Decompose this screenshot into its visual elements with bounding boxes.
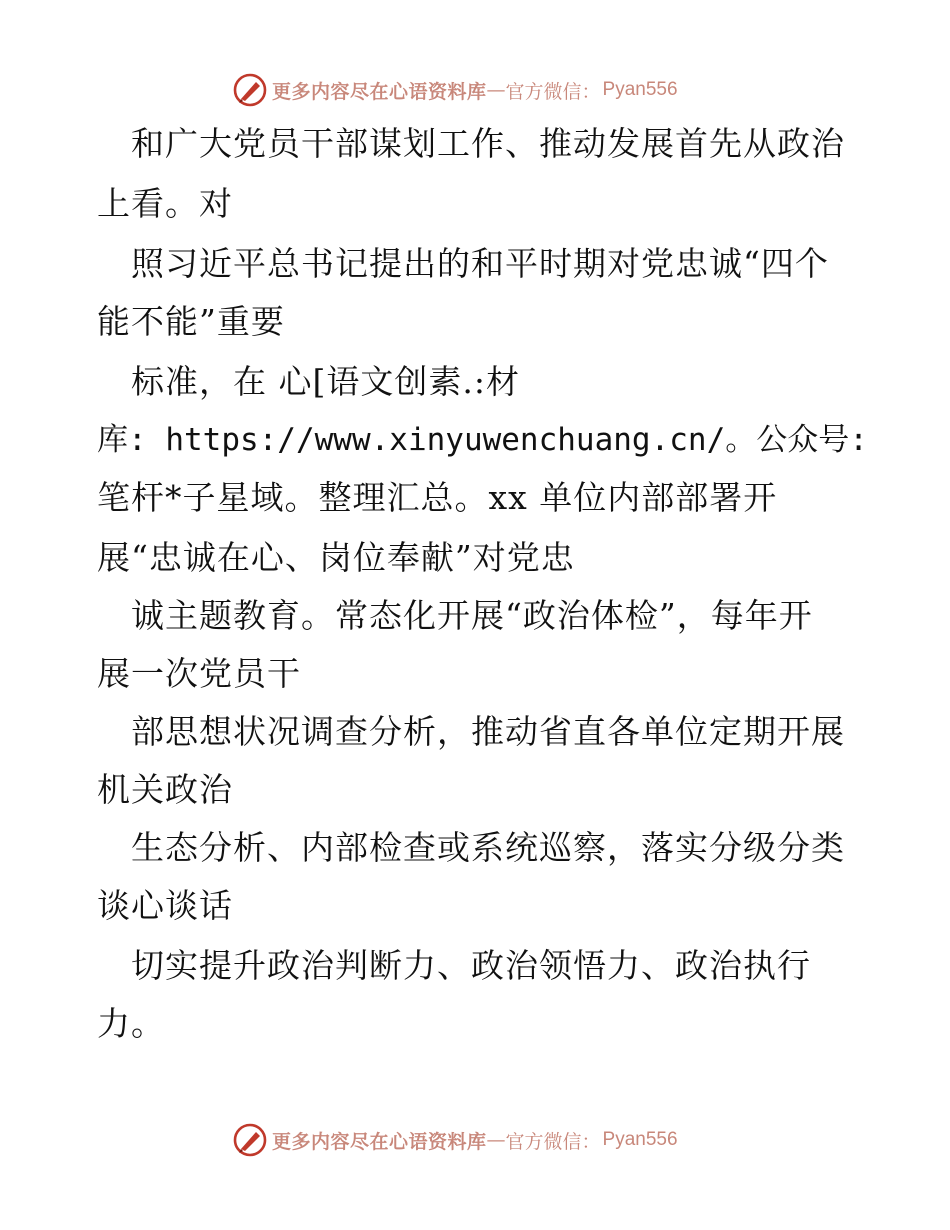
header-wechat-id: Pyan556 (602, 79, 678, 100)
body-line: 和广大党员干部谋划工作、推动发展首先从政治 (97, 124, 845, 163)
header-banner-text: 更多内容尽在心语资料库 (272, 80, 487, 103)
body-line: 上看。对 (97, 184, 233, 223)
pen-logo-icon (232, 72, 268, 108)
footer-wechat-label: 官方微信： (505, 1130, 601, 1153)
footer-banner (232, 1120, 678, 1160)
footer-banner-dash: — (486, 1129, 506, 1151)
body-line: 力。 (97, 1004, 165, 1043)
body-line: 切实提升政治判断力、政治领悟力、政治执行 (97, 946, 811, 985)
body-line: 笔杆*子星域。整理汇总。xx 单位内部部署开 (97, 478, 778, 517)
body-line: 展一次党员干 (97, 654, 301, 693)
body-line: 能不能”重要 (97, 302, 285, 341)
body-line: 照习近平总书记提出的和平时期对党忠诚“四个 (97, 244, 829, 283)
header-banner (232, 70, 678, 110)
header-wechat-label: 官方微信： (505, 80, 601, 103)
body-line: 部思想状况调查分析，推动省直各单位定期开展 (97, 712, 845, 751)
body-line: 展“忠诚在心、岗位奉献”对党忠 (97, 538, 575, 577)
header-banner-dash: — (486, 79, 506, 101)
body-line: 机关政治 (97, 770, 233, 809)
body-line: 库: https://www.xinyuwenchuang.cn/。公众号: (97, 422, 868, 458)
body-line: 谈心谈话 (97, 886, 233, 925)
pen-logo-icon (232, 1122, 268, 1158)
footer-banner-text: 更多内容尽在心语资料库 (272, 1130, 487, 1153)
footer-wechat-id: Pyan556 (602, 1129, 678, 1150)
body-line: 生态分析、内部检查或系统巡察，落实分级分类 (97, 828, 845, 867)
body-line: 诚主题教育。常态化开展“政治体检”，每年开 (97, 596, 813, 635)
body-line: 标准，在 心[语文创素.:材 (97, 362, 520, 401)
